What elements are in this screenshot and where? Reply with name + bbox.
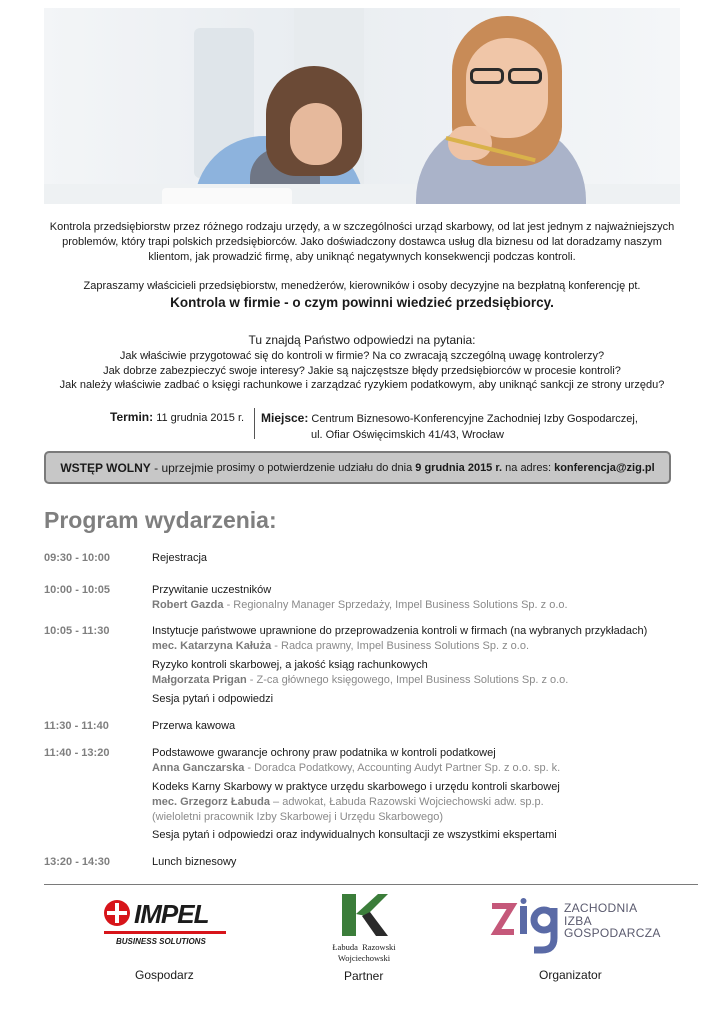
intro-line: problemów, który trapi polskich przedsiębiorców. Jako doświadczony dostawca usług dla biznesu od lat doradzamy naszym [62,236,662,248]
question-item: Jak właściwie przygotować się do kontroli w firmie? Na co zwracają szczególną uwagę kontrolerzy? [119,350,605,362]
invite-text: Zapraszamy właścicieli przedsiębiorstw, menedżerów, kierowników i osoby decyzyjne na bezpłatną konferencję pt. [83,280,641,292]
speaker-name: mec. Katarzyna Kałuża [152,640,272,652]
organizer-caption: Organizator [539,968,602,982]
program-time: 09:30 - 10:00 [44,552,111,564]
banner-text: prosimy o potwierdzenie udziału do dnia [213,461,416,474]
question-item: Jak należy właściwie zadbać o księgi rachunkowe i zarządzać ryzykiem podatkowym, aby uniknąć sankcji ze strony urzędu? [59,379,665,391]
banner-deadline: 9 grudnia 2015 r. [415,461,503,474]
program-title-text: Rejestracja [152,552,208,564]
speaker-role: - Radca prawny, Impel Business Solutions Sp. z o.o. [271,640,530,652]
program-time: 10:00 - 10:05 [44,584,111,596]
zig-logo-icon [490,898,560,954]
location-label: Miejsce: [261,411,309,425]
zig-name-line: ZACHODNIA [564,901,638,915]
woman-in-background-face [290,103,342,165]
intro-paragraph [44,220,680,265]
program-speaker [152,640,529,652]
host-caption: Gospodarz [135,968,194,982]
lrw-name-line: Wojciechowski [337,953,391,963]
program-title-text: Kodeks Karny Skarbowy w praktyce urzędu skarbowego i urzędu kontroli skarbowej [152,781,560,793]
conference-title: Kontrola w firmie - o czym powinni wiedzieć przedsiębiorcy. [170,295,554,310]
program-title-text: Przerwa kawowa [152,720,236,732]
zig-name [564,902,661,940]
banner-please: uprzejmie [161,460,214,475]
zig-name-line: IZBA [564,913,592,928]
program-title-text: Lunch biznesowy [152,856,237,868]
program-time: 11:40 - 13:20 [44,747,110,759]
lrw-name-line: Łabuda Razowski [332,942,396,952]
impel-subtitle: BUSINESS SOLUTIONS [116,937,206,946]
free-entry-label: WSTĘP WOLNY [60,460,151,475]
speaker-role: - Z-ca głównego księgowego, Impel Business Solutions Sp. z o.o. [246,674,569,686]
hero-photo [44,8,680,204]
program-speaker [152,674,568,686]
speaker-role: - Regionalny Manager Sprzedaży, Impel Business Solutions Sp. z o.o. [223,599,568,611]
lrw-logo-icon [340,892,388,938]
intro-line: Kontrola przedsiębiorstw przez różnego rodzaju urzędy, a w szczególności urząd skarbowy, od lat jest jednym z najważniejszych [49,221,675,233]
program-speaker [152,599,568,611]
program-speaker [152,796,544,808]
impel-wordmark: IMPEL [134,899,209,929]
program-time: 10:05 - 11:30 [44,625,110,637]
program-title-text: Przywitanie uczestników [152,584,272,596]
banner-text-2: na adres: [502,461,555,474]
details-divider [254,408,255,439]
speaker-name: Anna Ganczarska [152,762,245,774]
program-title-text: Ryzyko kontroli skarbowej, a jakość ksiąg rachunkowych [152,659,428,671]
program-title-text: Sesja pytań i odpowiedzi oraz indywidualnych konsultacji ze wszystkimi ekspertami [152,829,557,841]
location-line1: Centrum Biznesowo-Konferencyjne Zachodniej Izby Gospodarczej, [311,413,638,425]
impel-cross-icon [104,900,130,926]
glasses-right-lens [508,68,542,84]
lrw-name [326,942,402,964]
event-date [110,410,244,424]
program-time: 11:30 - 11:40 [44,720,109,732]
glasses-left-lens [470,68,504,84]
laptop [162,188,292,204]
speaker-name: mec. Grzegorz Łabuda [152,796,270,808]
smiling-woman-face [466,38,548,138]
impel-underline [104,931,226,934]
program-title-text: Sesja pytań i odpowiedzi [152,693,274,705]
speaker-note: (wieloletni pracownik Izby Skarbowej i Urzędu Skarbowego) [152,811,444,823]
date-value: 11 grudnia 2015 r. [156,412,245,424]
date-label: Termin: [110,410,154,424]
speaker-name: Małgorzata Prigan [152,674,247,686]
questions-list [44,349,680,393]
program-title-text: Instytucje państwowe uprawnione do przeprowadzenia kontroli w firmach (na wybranych przykładach) [152,625,648,637]
intro-line: klientom, jak prowadzić firmę, aby uniknąć negatywnych konsekwencji podczas kontroli. [148,251,576,263]
impel-logo [104,898,226,950]
question-item: Jak dobrze zabezpieczyć swoje interesy? Jakie są najczęstsze błędy przedsiębiorców w procesie kontroli? [103,364,621,377]
program-speaker [152,762,560,774]
banner-dash: - [150,460,162,475]
zig-name-line: GOSPODARCZA [564,926,661,940]
partner-caption: Partner [344,969,384,983]
email-link[interactable]: konferencja@zig.pl [554,461,655,474]
event-location [261,410,638,443]
speaker-name: Robert Gazda [152,599,224,611]
questions-heading: Tu znajdą Państwo odpowiedzi na pytania: [248,333,476,347]
program-title-text: Podstawowe gwarancje ochrony praw podatnika w kontroli podatkowej [152,747,496,759]
program-time: 13:20 - 14:30 [44,856,111,868]
speaker-role: – adwokat, Łabuda Razowski Wojciechowski adw. sp.p. [269,796,544,808]
free-entry-banner [44,451,671,484]
location-line2: ul. Ofiar Oświęcimskich 41/43, Wrocław [311,429,504,441]
footer-divider [44,884,698,885]
speaker-role: - Doradca Podatkowy, Accounting Audyt Partner Sp. z o.o. sp. k. [244,762,561,774]
program-title: Program wydarzenia: [44,507,277,533]
